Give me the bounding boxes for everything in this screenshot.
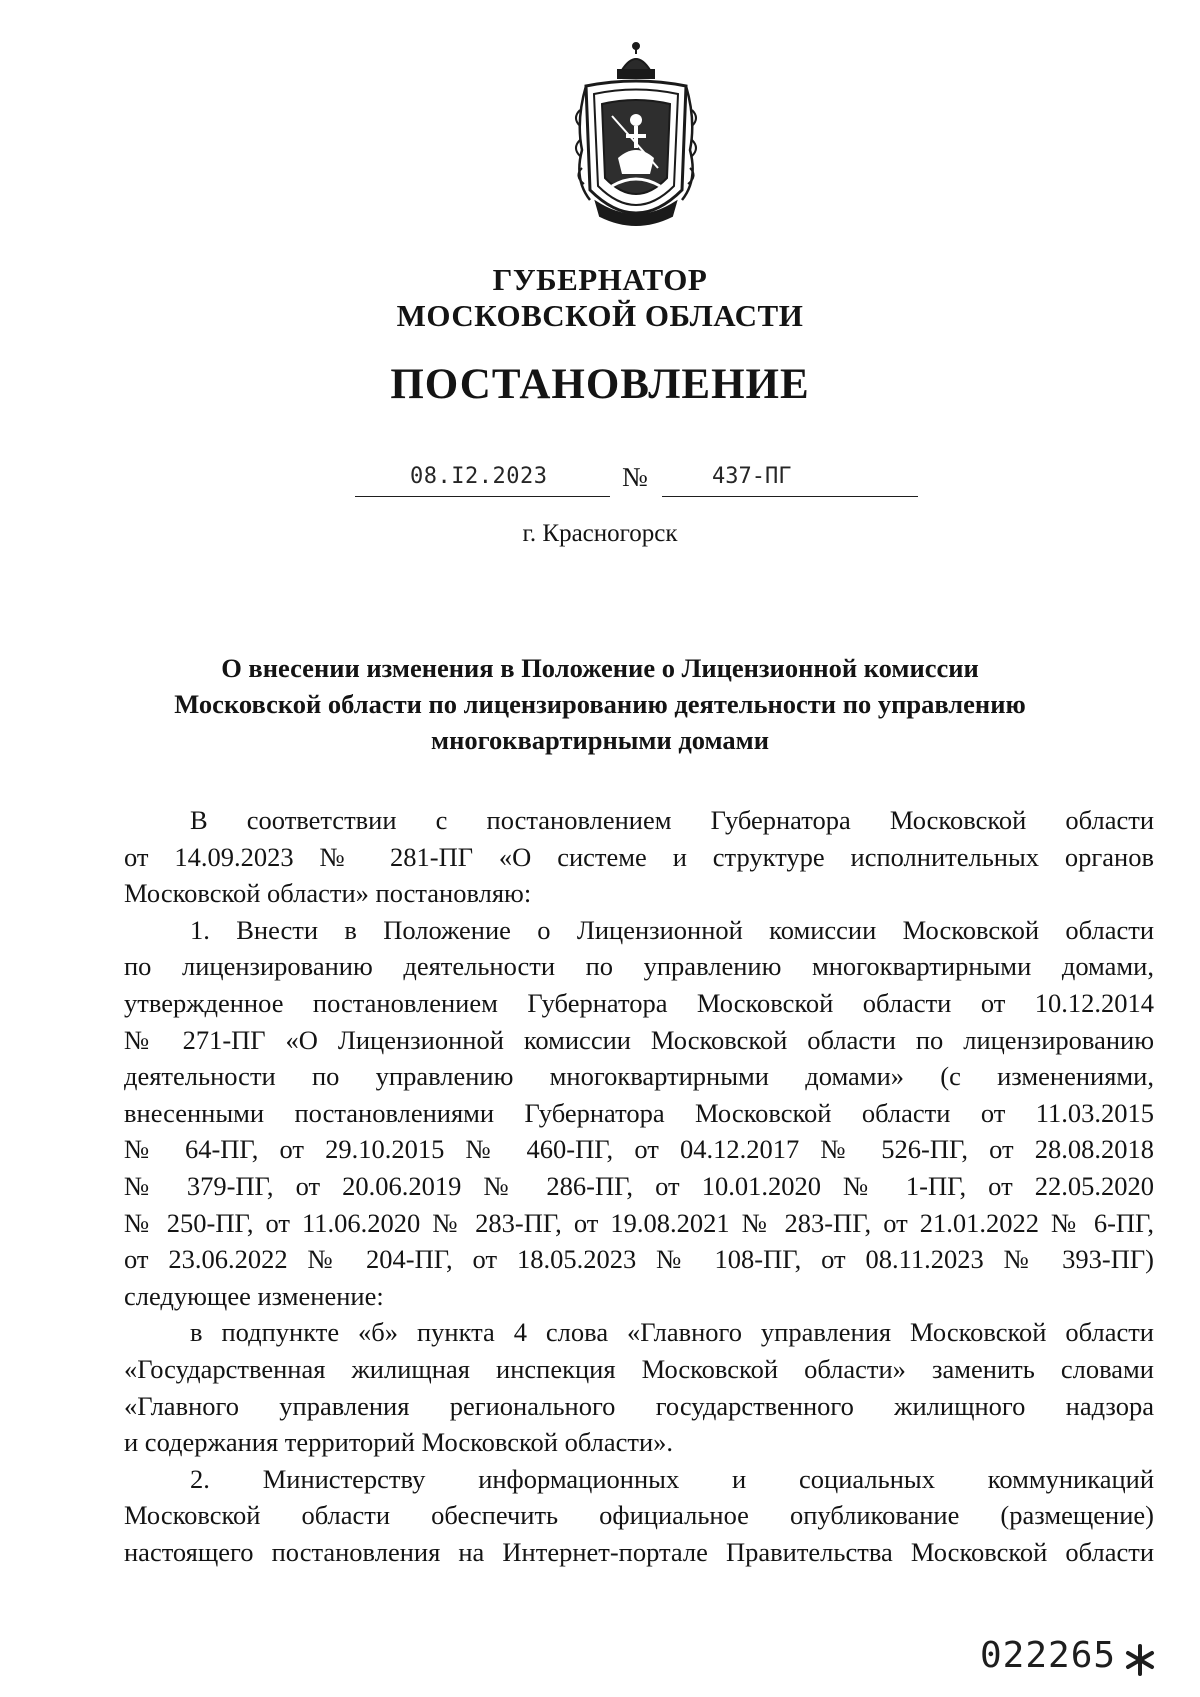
- body-line: от 23.06.2022 № 204-ПГ, от 18.05.2023 № 108-ПГ, от 08.11.2023 № 393-ПГ): [124, 1244, 1154, 1275]
- body-line: настоящего постановления на Интернет-портале Правительства Московской области: [124, 1536, 1154, 1567]
- registration-line: [0, 458, 1200, 502]
- authority-title-line2: МОСКОВСКОЙ ОБЛАСТИ: [396, 298, 804, 333]
- decree-date: 08.I2.2023: [410, 464, 548, 489]
- body-line: № 379-ПГ, от 20.06.2019 № 286-ПГ, от 10.01.2020 № 1-ПГ, от 22.05.2020: [124, 1170, 1154, 1201]
- body-line: деятельности по управлению многоквартирными домами» (с изменениями,: [124, 1061, 1154, 1092]
- date-underline: [355, 496, 610, 497]
- body-line: в подпункте «б» пункта 4 слова «Главного управления Московской области: [190, 1317, 1154, 1348]
- place-of-issue: г. Красногорск: [522, 520, 678, 547]
- body-line: по лицензированию деятельности по управлению многоквартирными домами,: [124, 951, 1154, 982]
- decree-subject: [150, 650, 1050, 758]
- number-sign: №: [622, 462, 648, 492]
- body-line: Московской области» постановляю:: [124, 878, 532, 909]
- moscow-oblast-coat-of-arms-icon: [572, 40, 700, 236]
- body-line: В соответствии с постановлением Губернатора Московской области: [190, 805, 1154, 835]
- body-line: 1. Внести в Положение о Лицензионной комиссии Московской области: [190, 914, 1154, 945]
- body-line: Московской области обеспечить официальное опубликование (размещение): [124, 1500, 1154, 1531]
- body-line: № 250-ПГ, от 11.06.2020 № 283-ПГ, от 19.08.2021 № 283-ПГ, от 21.01.2022 № 6-ПГ,: [124, 1207, 1154, 1238]
- body-line: и содержания территорий Московской области».: [124, 1427, 674, 1458]
- decree-number: 437-ПГ: [712, 464, 792, 489]
- body-line: от 14.09.2023 № 281-ПГ «О системе и структуре исполнительных органов: [124, 841, 1154, 872]
- body-line: «Государственная жилищная инспекция Московской области» заменить словами: [124, 1353, 1154, 1384]
- body-line: «Главного управления регионального государственного жилищного надзора: [124, 1390, 1154, 1421]
- authority-title-line1: ГУБЕРНАТОР: [492, 262, 708, 297]
- document-type-title: ПОСТАНОВЛЕНИЕ: [390, 361, 810, 408]
- body-line: следующее изменение:: [124, 1280, 384, 1311]
- subject-line: О внесении изменения в Положение о Лицензионной комиссии: [221, 653, 979, 683]
- asterisk-icon: [1122, 1642, 1158, 1678]
- number-underline: [662, 496, 918, 497]
- body-line: № 271-ПГ «О Лицензионной комиссии Московской области по лицензированию: [124, 1024, 1154, 1055]
- subject-line: Московской области по лицензированию деятельности по управлению: [174, 689, 1026, 719]
- subject-line: многоквартирными домами: [431, 725, 769, 755]
- body-line: утвержденное постановлением Губернатора Московской области от 10.12.2014: [124, 987, 1154, 1018]
- body-line: внесенными постановлениями Губернатора Московской области от 11.03.2015: [124, 1097, 1154, 1128]
- form-serial-number: 022265: [980, 1635, 1117, 1676]
- body-line: 2. Министерству информационных и социальных коммуникаций: [190, 1463, 1154, 1494]
- decree-body: [124, 802, 1154, 1570]
- body-line: № 64-ПГ, от 29.10.2015 № 460-ПГ, от 04.12.2017 № 526-ПГ, от 28.08.2018: [124, 1134, 1154, 1165]
